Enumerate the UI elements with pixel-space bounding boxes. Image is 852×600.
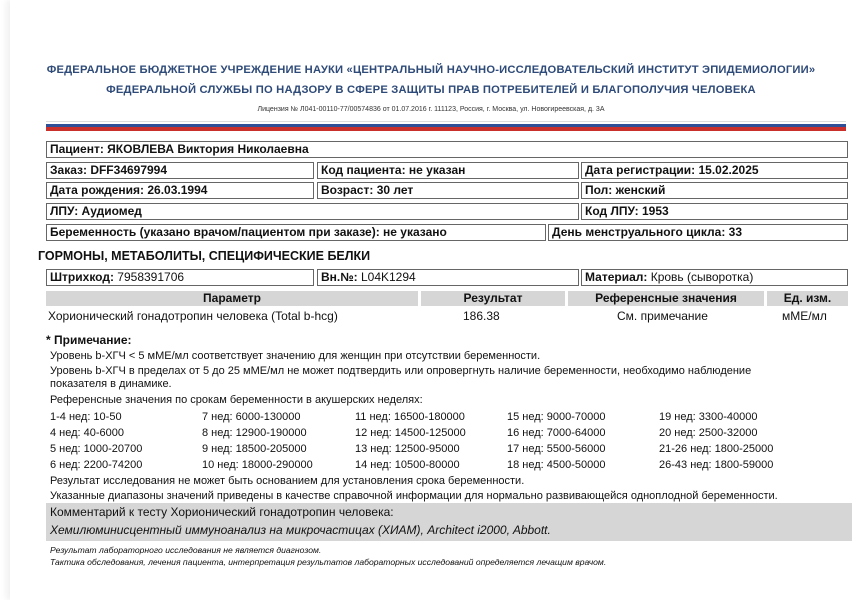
weeks-cell: 11 нед: 16500-180000 — [355, 411, 465, 423]
note-line-1: Уровень b-ХГЧ < 5 мМЕ/мл соответствует значению для женщин при отсутствии беременности. — [50, 350, 541, 362]
institution-title-line2: ФЕДЕРАЛЬНОЙ СЛУЖБЫ ПО НАДЗОРУ В СФЕРЕ ЗАЩИТЫ ПРАВ ПОТРЕБИТЕЛЕЙ И БЛАГОПОЛУЧИЯ ЧЕЛОВЕКА — [106, 84, 756, 96]
weeks-cell: 21-26 нед: 1800-25000 — [659, 443, 774, 455]
note-line-6: Указанные диапазоны значений приведены в качестве справочной информации для нормально развивающейся одноплодной беременности. — [50, 490, 778, 502]
comment-method: Хемилюминисцентный иммуноанализ на микрочастицах (ХИАМ), Architect i2000, Abbott. — [50, 523, 551, 537]
barcode-box — [46, 269, 314, 286]
weeks-cell: 15 нед: 9000-70000 — [507, 411, 606, 423]
footer-disclaimer-2: Тактика обследования, лечения пациента, интерпретация результатов лабораторных исследований определяется лечащим врачом. — [50, 557, 607, 567]
test-comment — [46, 503, 852, 541]
cycle-day: День менструального цикла: 33 — [548, 224, 848, 241]
weeks-cell: 10 нед: 18000-290000 — [202, 459, 313, 471]
note-title: * Примечание: — [46, 333, 132, 347]
inner-number-value: L04K1294 — [360, 270, 416, 284]
barcode-value: 7958391706 — [117, 270, 185, 284]
result-parameter: Хорионический гонадотропин человека (Total b-hcg) — [48, 309, 338, 323]
lpu-name: ЛПУ: Аудиомед — [46, 203, 579, 220]
registration-date: Дата регистрации: 15.02.2025 — [581, 162, 848, 179]
inner-number-box — [317, 269, 579, 286]
license-line: Лицензия № Л041-00110-77/00574836 от 01.07.2016 г. 111123, Россия, г. Москва, ул. Новогиреевская, д. 3А — [257, 106, 605, 113]
comment-title: Комментарий к тесту Хорионический гонадотропин человека: — [50, 505, 394, 519]
weeks-cell: 26-43 нед: 1800-59000 — [659, 459, 774, 471]
result-reference: См. примечание — [617, 309, 708, 323]
flag-stripe-red — [46, 127, 846, 131]
patient-name: Пациент: ЯКОВЛЕВА Виктория Николаевна — [46, 141, 848, 158]
weeks-cell: 5 нед: 1000-20700 — [50, 443, 143, 455]
order-number: Заказ: DFF34697994 — [46, 162, 314, 179]
weeks-cell: 13 нед: 12500-95000 — [355, 443, 460, 455]
weeks-cell: 20 нед: 2500-32000 — [659, 427, 758, 439]
result-value: 186.38 — [463, 309, 500, 323]
weeks-cell: 18 нед: 4500-50000 — [507, 459, 606, 471]
weeks-cell: 12 нед: 14500-125000 — [355, 427, 466, 439]
column-header-reference: Референсные значения — [568, 291, 764, 306]
weeks-cell: 4 нед: 40-6000 — [50, 427, 125, 439]
note-line-2: Уровень b-ХГЧ в пределах от 5 до 25 мМЕ/мл не может подтвердить или опровергнуть наличие беременности, необходимо наблюдение — [50, 365, 752, 377]
note-line-4: Референсные значения по срокам беременности в акушерских неделях: — [50, 394, 423, 406]
pregnancy-status: Беременность (указано врачом/пациентом при заказе): не указано — [46, 224, 546, 241]
weeks-cell: 14 нед: 10500-80000 — [355, 459, 460, 471]
material-value: Кровь (сыворотка) — [650, 270, 754, 284]
note-line-5: Результат исследования не может быть основанием для установления срока беременности. — [50, 475, 525, 487]
weeks-cell: 8 нед: 12900-190000 — [202, 427, 307, 439]
weeks-cell: 7 нед: 6000-130000 — [202, 411, 301, 423]
inner-number-label: Вн.№: — [321, 270, 358, 284]
weeks-cell: 16 нед: 7000-64000 — [507, 427, 606, 439]
material-label: Материал: — [585, 270, 648, 284]
result-unit: мМЕ/мл — [782, 309, 827, 323]
weeks-cell: 19 нед: 3300-40000 — [659, 411, 758, 423]
footer-disclaimer-1: Результат лабораторного исследования не является диагнозом. — [50, 545, 322, 555]
barcode-label: Штрихкод: — [50, 270, 114, 284]
section-title: ГОРМОНЫ, МЕТАБОЛИТЫ, СПЕЦИФИЧЕСКИЕ БЕЛКИ — [38, 249, 371, 263]
note-line-3: показателя в динамике. — [50, 378, 172, 390]
column-header-unit: Ед. изм. — [767, 291, 848, 306]
weeks-cell: 6 нед: 2200-74200 — [50, 459, 143, 471]
patient-code: Код пациента: не указан — [317, 162, 579, 179]
column-header-parameter: Параметр — [46, 291, 418, 306]
patient-sex: Пол: женский — [581, 182, 848, 199]
patient-age: Возраст: 30 лет — [317, 182, 579, 199]
material-box — [581, 269, 848, 286]
lpu-code: Код ЛПУ: 1953 — [581, 203, 848, 220]
institution-title-line1: ФЕДЕРАЛЬНОЕ БЮДЖЕТНОЕ УЧРЕЖДЕНИЕ НАУКИ «ЦЕНТРАЛЬНЫЙ НАУЧНО-ИССЛЕДОВАТЕЛЬСКИЙ ИНСТИТУТ ЭПИДЕМИОЛОГИИ» — [46, 64, 816, 76]
weeks-cell: 9 нед: 18500-205000 — [202, 443, 307, 455]
birth-date: Дата рождения: 26.03.1994 — [46, 182, 314, 199]
weeks-cell: 17 нед: 5500-56000 — [507, 443, 606, 455]
column-header-result: Результат — [421, 291, 565, 306]
weeks-cell: 1-4 нед: 10-50 — [50, 411, 122, 423]
